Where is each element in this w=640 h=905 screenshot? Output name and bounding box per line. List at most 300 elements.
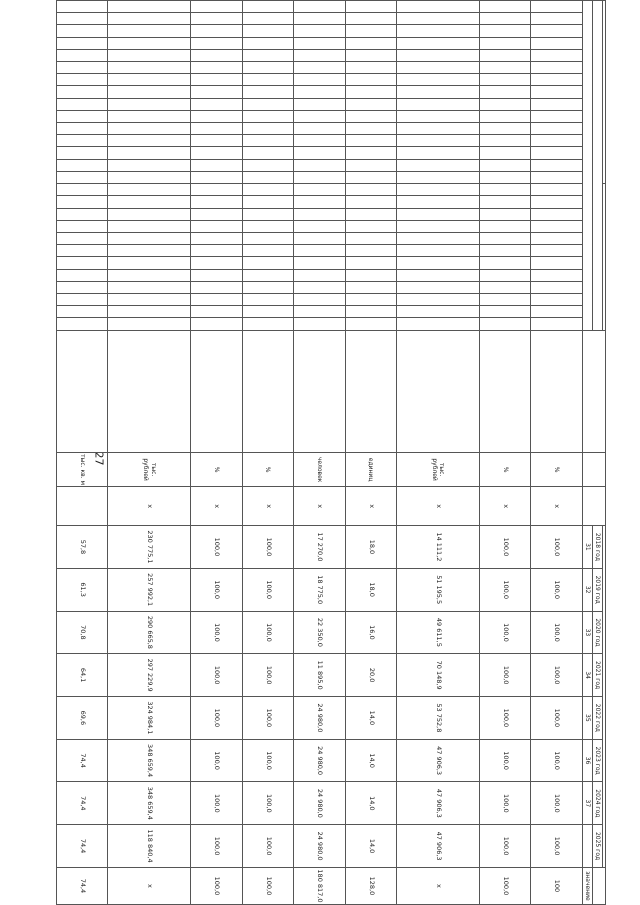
year-value-cell: 100,0 (191, 697, 242, 740)
year-value-cell: 100,0 (531, 568, 582, 611)
unit-cell: тыс. рублей (396, 452, 479, 487)
code-digit-cell (294, 123, 345, 135)
code-digit-cell (108, 294, 191, 306)
code-digit-cell (294, 135, 345, 147)
code-digit-cell (108, 159, 191, 171)
year-value-cell: 24 980,0 (294, 697, 345, 740)
year-value-cell: 49 611,5 (396, 611, 479, 654)
code-digit-cell (396, 233, 479, 245)
year-value-cell: 24 980,0 (294, 739, 345, 782)
code-digit-cell (108, 220, 191, 232)
code-digit-cell (191, 184, 242, 196)
code-digit-cell (531, 49, 582, 61)
header-year-2019: 2019 год (592, 568, 602, 611)
code-digit-cell (479, 62, 530, 74)
actual-2017-cell: x (294, 487, 345, 526)
unit-cell: человек (294, 452, 345, 487)
code-digit-cell (479, 74, 530, 86)
code-digit-cell (191, 318, 242, 330)
code-digit-cell (345, 159, 396, 171)
code-digit-cell (396, 1, 479, 13)
code-digit-cell (57, 123, 108, 135)
code-digit-cell (479, 49, 530, 61)
code-digit-cell (191, 49, 242, 61)
header-year-2024: 2024 год (592, 782, 602, 825)
code-digit-cell (57, 196, 108, 208)
code-digit-cell (191, 257, 242, 269)
indicator-name (531, 330, 582, 452)
code-digit-cell (108, 318, 191, 330)
code-digit-cell (531, 294, 582, 306)
col-number: 33 (582, 611, 592, 654)
code-digit-cell (242, 281, 293, 293)
code-digit-cell (531, 110, 582, 122)
year-value-cell: 64,1 (57, 654, 108, 697)
code-digit-cell (345, 245, 396, 257)
code-digit-cell (191, 245, 242, 257)
code-digit-cell (242, 135, 293, 147)
code-digit-cell (531, 318, 582, 330)
year-value-cell: 47 906,3 (396, 739, 479, 782)
year-value-cell: 100,0 (531, 825, 582, 868)
code-digit-cell (345, 13, 396, 25)
code-digit-cell (242, 123, 293, 135)
code-digit-cell (531, 233, 582, 245)
header-actual-2017 (582, 487, 605, 526)
code-digit-cell (294, 184, 345, 196)
code-digit-cell (191, 159, 242, 171)
code-digit-cell (191, 110, 242, 122)
year-value-cell: 47 906,3 (396, 825, 479, 868)
code-digit-cell (396, 98, 479, 110)
table-row (531, 1, 582, 905)
year-value-cell: 100,0 (531, 654, 582, 697)
year-value-cell: 257 992,1 (108, 568, 191, 611)
year-value-cell: 22 350,0 (294, 611, 345, 654)
actual-2017-cell: x (345, 487, 396, 526)
year-value-cell: 230 775,1 (108, 526, 191, 569)
code-digit-cell (57, 13, 108, 25)
code-digit-cell (57, 74, 108, 86)
year-value-cell: 24 980,0 (294, 825, 345, 868)
code-digit-cell (531, 196, 582, 208)
code-digit-cell (108, 86, 191, 98)
year-value-cell: 100,0 (479, 739, 530, 782)
year-value-cell: 100,0 (479, 654, 530, 697)
year-value-cell: 324 984,1 (108, 697, 191, 740)
code-digit-cell (294, 147, 345, 159)
code-digit-cell (396, 13, 479, 25)
code-digit-cell (108, 233, 191, 245)
indicator-name (294, 330, 345, 452)
code-digit-cell (345, 49, 396, 61)
code-digit-cell (396, 318, 479, 330)
code-digit-cell (396, 184, 479, 196)
code-digit-cell (479, 184, 530, 196)
final-value-label: значение (582, 867, 592, 904)
code-digit-cell (396, 245, 479, 257)
year-value-cell: 100,0 (479, 825, 530, 868)
code-digit-cell (531, 306, 582, 318)
code-digit-cell (479, 196, 530, 208)
code-digit-cell (242, 184, 293, 196)
year-value-cell: 348 659,4 (108, 782, 191, 825)
code-digit-cell (396, 220, 479, 232)
code-digit-cell (479, 318, 530, 330)
code-digit-cell (108, 37, 191, 49)
code-digit-cell (294, 62, 345, 74)
code-digit-cell (345, 1, 396, 13)
year-value-cell: 100,0 (242, 526, 293, 569)
header-name (582, 330, 605, 452)
code-digit-cell (242, 257, 293, 269)
year-value-cell: 14,0 (345, 697, 396, 740)
code-digit-cell (396, 159, 479, 171)
program-indicators-table (56, 0, 606, 905)
code-digit-cell (242, 74, 293, 86)
indicator-name (57, 330, 108, 452)
year-value-cell: 18,0 (345, 568, 396, 611)
code-digit-cell (108, 208, 191, 220)
code-digit-cell (345, 171, 396, 183)
code-digit-cell (345, 74, 396, 86)
year-value-cell: 17 270,0 (294, 526, 345, 569)
indicator-name (191, 330, 242, 452)
header-program-codes (603, 184, 606, 330)
table-row (294, 1, 345, 905)
col-number: 37 (582, 782, 592, 825)
code-digit-cell (345, 37, 396, 49)
year-value-cell: 100,0 (191, 526, 242, 569)
year-value-cell: 118 840,4 (108, 825, 191, 868)
actual-2017-cell (57, 487, 108, 526)
header-budget-codes (603, 1, 606, 184)
code-digit-cell (479, 110, 530, 122)
code-digit-cell (191, 220, 242, 232)
code-digit-cell (531, 208, 582, 220)
code-digit-cell (345, 135, 396, 147)
code-digit-cell (396, 281, 479, 293)
year-value-cell: 100,0 (531, 782, 582, 825)
actual-2017-cell: x (108, 487, 191, 526)
code-digit-cell (294, 269, 345, 281)
code-digit-cell (57, 220, 108, 232)
code-digit-cell (396, 62, 479, 74)
code-digit-cell (242, 25, 293, 37)
table-row (108, 1, 191, 905)
code-digit-cell (396, 25, 479, 37)
code-digit-cell (57, 49, 108, 61)
col-number: 32 (582, 568, 592, 611)
code-digit-cell (108, 25, 191, 37)
code-digit-cell (479, 123, 530, 135)
code-digit-cell (345, 233, 396, 245)
code-digit-cell (294, 159, 345, 171)
code-digit-cell (294, 74, 345, 86)
code-digit-cell (294, 37, 345, 49)
code-digit-cell (242, 159, 293, 171)
year-value-cell: 18 775,0 (294, 568, 345, 611)
program-table-frame (56, 0, 606, 905)
code-digit-cell (57, 233, 108, 245)
code-digit-cell (57, 98, 108, 110)
indicator-name (345, 330, 396, 452)
code-digit-cell (396, 171, 479, 183)
code-digit-cell (242, 62, 293, 74)
year-value-cell: 14,0 (345, 825, 396, 868)
code-digit-cell (294, 1, 345, 13)
header-year-2022: 2022 год (592, 697, 602, 740)
table-body (57, 1, 583, 905)
year-value-cell: 100,0 (531, 526, 582, 569)
code-digit-cell (57, 25, 108, 37)
year-value-cell: 100,0 (242, 739, 293, 782)
code-digit-cell (345, 62, 396, 74)
code-digit-cell (396, 196, 479, 208)
code-digit-cell (479, 25, 530, 37)
code-digit-cell (57, 245, 108, 257)
code-digit-cell (242, 86, 293, 98)
actual-2017-cell: x (479, 487, 530, 526)
header-row-groups (603, 1, 606, 905)
code-digit-cell (191, 233, 242, 245)
code-digit-cell (396, 86, 479, 98)
table-head (582, 1, 605, 905)
code-digit-cell (294, 86, 345, 98)
code-digit-cell (479, 86, 530, 98)
code-digit-cell (108, 184, 191, 196)
code-digit-cell (191, 1, 242, 13)
col-number (582, 825, 592, 868)
code-digit-cell (191, 123, 242, 135)
code-digit-cell (479, 171, 530, 183)
code-digit-cell (191, 37, 242, 49)
code-digit-cell (531, 98, 582, 110)
unit-cell: % (531, 452, 582, 487)
code-digit-cell (531, 13, 582, 25)
code-digit-cell (531, 257, 582, 269)
code-digit-cell (191, 208, 242, 220)
code-digit-cell (479, 13, 530, 25)
code-digit-cell (57, 171, 108, 183)
unit-cell: % (191, 452, 242, 487)
code-digit-cell (396, 123, 479, 135)
year-value-cell: 47 906,3 (396, 782, 479, 825)
code-digit-cell (242, 208, 293, 220)
code-digit-cell (531, 281, 582, 293)
year-value-cell: 61,3 (57, 568, 108, 611)
code-digit-cell (242, 49, 293, 61)
code-digit-cell (531, 184, 582, 196)
code-digit-cell (57, 86, 108, 98)
code-digit-cell (57, 318, 108, 330)
year-value-cell: 100,0 (242, 611, 293, 654)
year-value-cell: 100,0 (242, 782, 293, 825)
year-value-cell: 69,6 (57, 697, 108, 740)
code-digit-cell (57, 159, 108, 171)
code-digit-cell (108, 196, 191, 208)
code-digit-cell (57, 184, 108, 196)
code-digit-cell (242, 13, 293, 25)
header-program-years (603, 526, 606, 868)
code-digit-cell (531, 123, 582, 135)
year-value-cell: 100,0 (531, 739, 582, 782)
code-digit-cell (345, 220, 396, 232)
year-value-cell: 74,4 (57, 739, 108, 782)
code-digit-cell (108, 306, 191, 318)
code-digit-cell (57, 281, 108, 293)
actual-2017-cell: x (531, 487, 582, 526)
code-digit-cell (294, 294, 345, 306)
code-digit-cell (396, 110, 479, 122)
code-digit-cell (479, 98, 530, 110)
code-digit-cell (294, 257, 345, 269)
code-digit-cell (191, 306, 242, 318)
code-digit-cell (242, 220, 293, 232)
table-row (242, 1, 293, 905)
code-digit-cell (345, 110, 396, 122)
code-digit-cell (396, 147, 479, 159)
code-digit-cell (191, 196, 242, 208)
code-digit-cell (531, 220, 582, 232)
code-digit-cell (108, 123, 191, 135)
actual-2017-cell: x (242, 487, 293, 526)
code-digit-cell (531, 147, 582, 159)
year-value-cell: 100,0 (242, 697, 293, 740)
code-digit-cell (479, 135, 530, 147)
code-digit-cell (294, 245, 345, 257)
code-digit-cell (294, 233, 345, 245)
year-value-cell: 100,0 (479, 568, 530, 611)
code-digit-cell (531, 245, 582, 257)
header-year-2023: 2023 год (592, 739, 602, 782)
code-digit-cell (242, 233, 293, 245)
code-digit-cell (191, 98, 242, 110)
year-value-cell: 100,0 (479, 697, 530, 740)
header-unit (582, 452, 605, 487)
year-value-cell: 290 665,8 (108, 611, 191, 654)
code-digit-cell (345, 184, 396, 196)
code-digit-cell (345, 123, 396, 135)
code-digit-cell (531, 74, 582, 86)
col-number: 34 (582, 654, 592, 697)
code-digit-cell (191, 147, 242, 159)
code-digit-cell (479, 1, 530, 13)
code-digit-cell (191, 269, 242, 281)
final-value-cell: x (108, 867, 191, 904)
code-digit-cell (479, 281, 530, 293)
code-digit-cell (57, 269, 108, 281)
code-digit-cell (531, 62, 582, 74)
year-value-cell: 74,4 (57, 825, 108, 868)
year-value-cell: 100,0 (191, 825, 242, 868)
code-digit-cell (531, 135, 582, 147)
code-digit-cell (479, 257, 530, 269)
code-digit-cell (108, 49, 191, 61)
unit-cell: тыс. кв. м (57, 452, 108, 487)
year-value-cell: 14,0 (345, 782, 396, 825)
code-digit-cell (345, 98, 396, 110)
code-digit-cell (396, 135, 479, 147)
code-digit-cell (479, 306, 530, 318)
year-value-cell: 100,0 (191, 568, 242, 611)
code-digit-cell (191, 171, 242, 183)
code-digit-cell (242, 147, 293, 159)
code-digit-cell (396, 294, 479, 306)
code-digit-cell (396, 208, 479, 220)
year-value-cell: 16,0 (345, 611, 396, 654)
indicator-name (242, 330, 293, 452)
code-digit-cell (396, 306, 479, 318)
code-digit-cell (479, 220, 530, 232)
code-digit-cell (191, 281, 242, 293)
code-digit-cell (108, 257, 191, 269)
code-digit-cell (294, 49, 345, 61)
final-value-cell: x (396, 867, 479, 904)
code-digit-cell (57, 294, 108, 306)
code-digit-cell (242, 196, 293, 208)
year-value-cell: 100,0 (191, 782, 242, 825)
code-digit-cell (242, 171, 293, 183)
final-value-cell: 128,0 (345, 867, 396, 904)
code-digit-cell (345, 86, 396, 98)
code-digit-cell (57, 257, 108, 269)
col-number: 35 (582, 697, 592, 740)
code-digit-cell (396, 49, 479, 61)
code-digit-cell (191, 86, 242, 98)
year-value-cell: 100,0 (242, 568, 293, 611)
code-digit-cell (242, 318, 293, 330)
code-digit-cell (531, 37, 582, 49)
code-digit-cell (191, 25, 242, 37)
header-year-2018: 2018 год (592, 526, 602, 569)
year-value-cell: 24 980,0 (294, 782, 345, 825)
year-value-cell: 348 659,4 (108, 739, 191, 782)
code-digit-cell (57, 208, 108, 220)
code-digit-cell (345, 294, 396, 306)
table-row (191, 1, 242, 905)
code-digit-cell (531, 269, 582, 281)
year-value-cell: 100,0 (191, 611, 242, 654)
code-digit-cell (242, 269, 293, 281)
header-year-2020: 2020 год (592, 611, 602, 654)
code-digit-cell (242, 1, 293, 13)
header-year-2025: 2025 год (592, 825, 602, 868)
code-digit-cell (531, 171, 582, 183)
year-value-cell: 53 752,8 (396, 697, 479, 740)
code-digit-cell (345, 196, 396, 208)
final-value-cell: 74,4 (57, 867, 108, 904)
code-digit-cell (479, 159, 530, 171)
code-digit-cell (294, 281, 345, 293)
code-digit-cell (294, 306, 345, 318)
unit-cell: % (479, 452, 530, 487)
year-value-cell: 70 148,9 (396, 654, 479, 697)
year-value-cell: 100,0 (479, 526, 530, 569)
code-digit-cell (242, 37, 293, 49)
year-value-cell: 100,0 (191, 739, 242, 782)
code-digit-cell (57, 135, 108, 147)
code-digit-cell (242, 245, 293, 257)
table-row (345, 1, 396, 905)
code-digit-cell (108, 13, 191, 25)
code-digit-cell (108, 147, 191, 159)
indicator-name (108, 330, 191, 452)
code-digit-cell (191, 294, 242, 306)
header-target (592, 867, 605, 904)
code-digit-cell (108, 74, 191, 86)
code-digit-cell (108, 1, 191, 13)
